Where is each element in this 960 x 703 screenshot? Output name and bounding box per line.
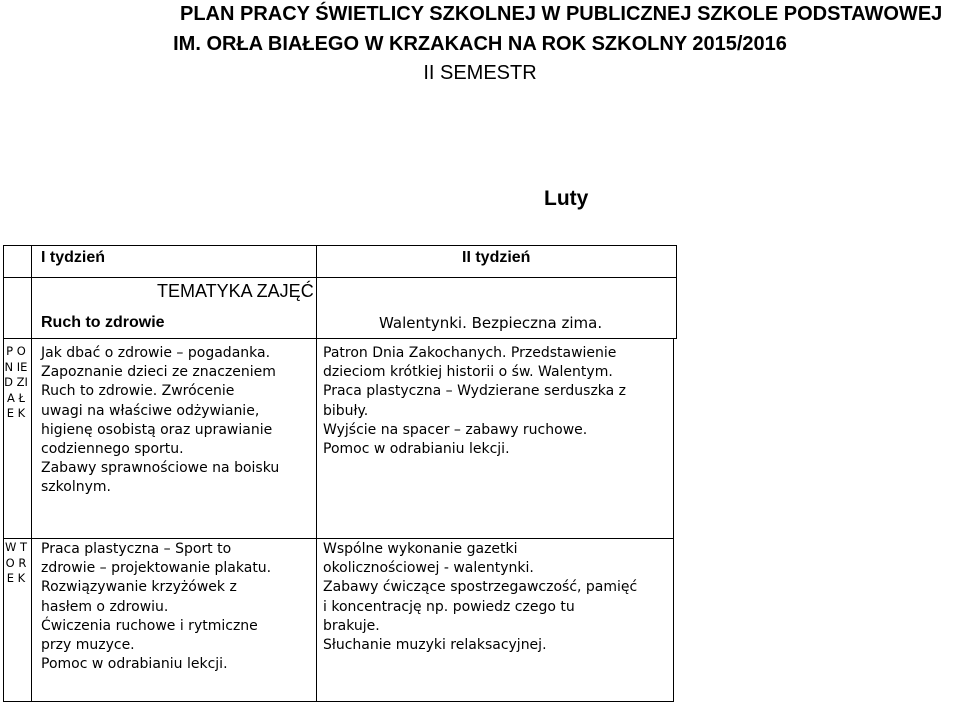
table-rule <box>316 245 317 702</box>
table-border-top <box>3 245 677 246</box>
topic-header: TEMATYKA ZAJĘĆ <box>157 281 314 301</box>
day-label-tuesday: W T O R E K <box>4 540 28 586</box>
monday-week-2-activities: Patron Dnia Zakochanych. Przedstawienie dzieciom krótkiej historii o św. Walentym. Praca plastyczna – Wydzierane serduszka z bibuły. Wyjście na spacer – zabawy ruchowe. Pomoc w odrabianiu lekcji. <box>323 345 627 458</box>
table-rule <box>3 538 674 539</box>
title-line-1: PLAN PRACY ŚWIETLICY SZKOLNEJ W PUBLICZNEJ SZKOLE PODSTAWOWEJ <box>180 3 943 25</box>
week-2-header: II tydzień <box>462 249 531 266</box>
title-line-2: IM. ORŁA BIAŁEGO W KRZAKACH NA ROK SZKOLNY 2015/2016 <box>173 33 787 55</box>
table-border-right <box>676 245 677 339</box>
week-1-header: I tydzień <box>41 249 106 266</box>
day-label-monday: P O N IE D ZI A Ł E K <box>4 344 28 421</box>
table-rule <box>3 277 677 278</box>
table-border-right <box>673 338 674 702</box>
tuesday-week-1-activities: Praca plastyczna – Sport to zdrowie – projektowanie plakatu. Rozwiązywanie krzyżówek z hasłem o zdrowiu. Ćwiczenia ruchowe i rytmiczne przy muzyce. Pomoc w odrabianiu lekcji. <box>41 541 272 673</box>
topic-week-2: Walentynki. Bezpieczna zima. <box>379 314 603 332</box>
table-border-left <box>3 245 4 702</box>
tuesday-week-2-activities: Wspólne wykonanie gazetki okolicznościowej - walentynki. Zabawy ćwiczące spostrzegawczość, pamięć i koncentrację np. powiedz czego tu brakuje. Słuchanie muzyki relaksacyjnej. <box>323 541 638 654</box>
month-label: Luty <box>544 187 589 210</box>
topic-week-1: Ruch to zdrowie <box>41 314 165 331</box>
table-border-bottom <box>3 701 674 702</box>
table-rule <box>31 245 32 702</box>
title-line-3: II SEMESTR <box>423 62 537 84</box>
table-rule <box>3 338 677 339</box>
monday-week-1-activities: Jak dbać o zdrowie – pogadanka. Zapoznanie dzieci ze znaczeniem Ruch to zdrowie. Zwrócenie uwagi na właściwe odżywianie, higienę osobistą oraz uprawianie codziennego sportu. Zabawy sprawnościowe na boisku szkolnym. <box>41 345 280 496</box>
